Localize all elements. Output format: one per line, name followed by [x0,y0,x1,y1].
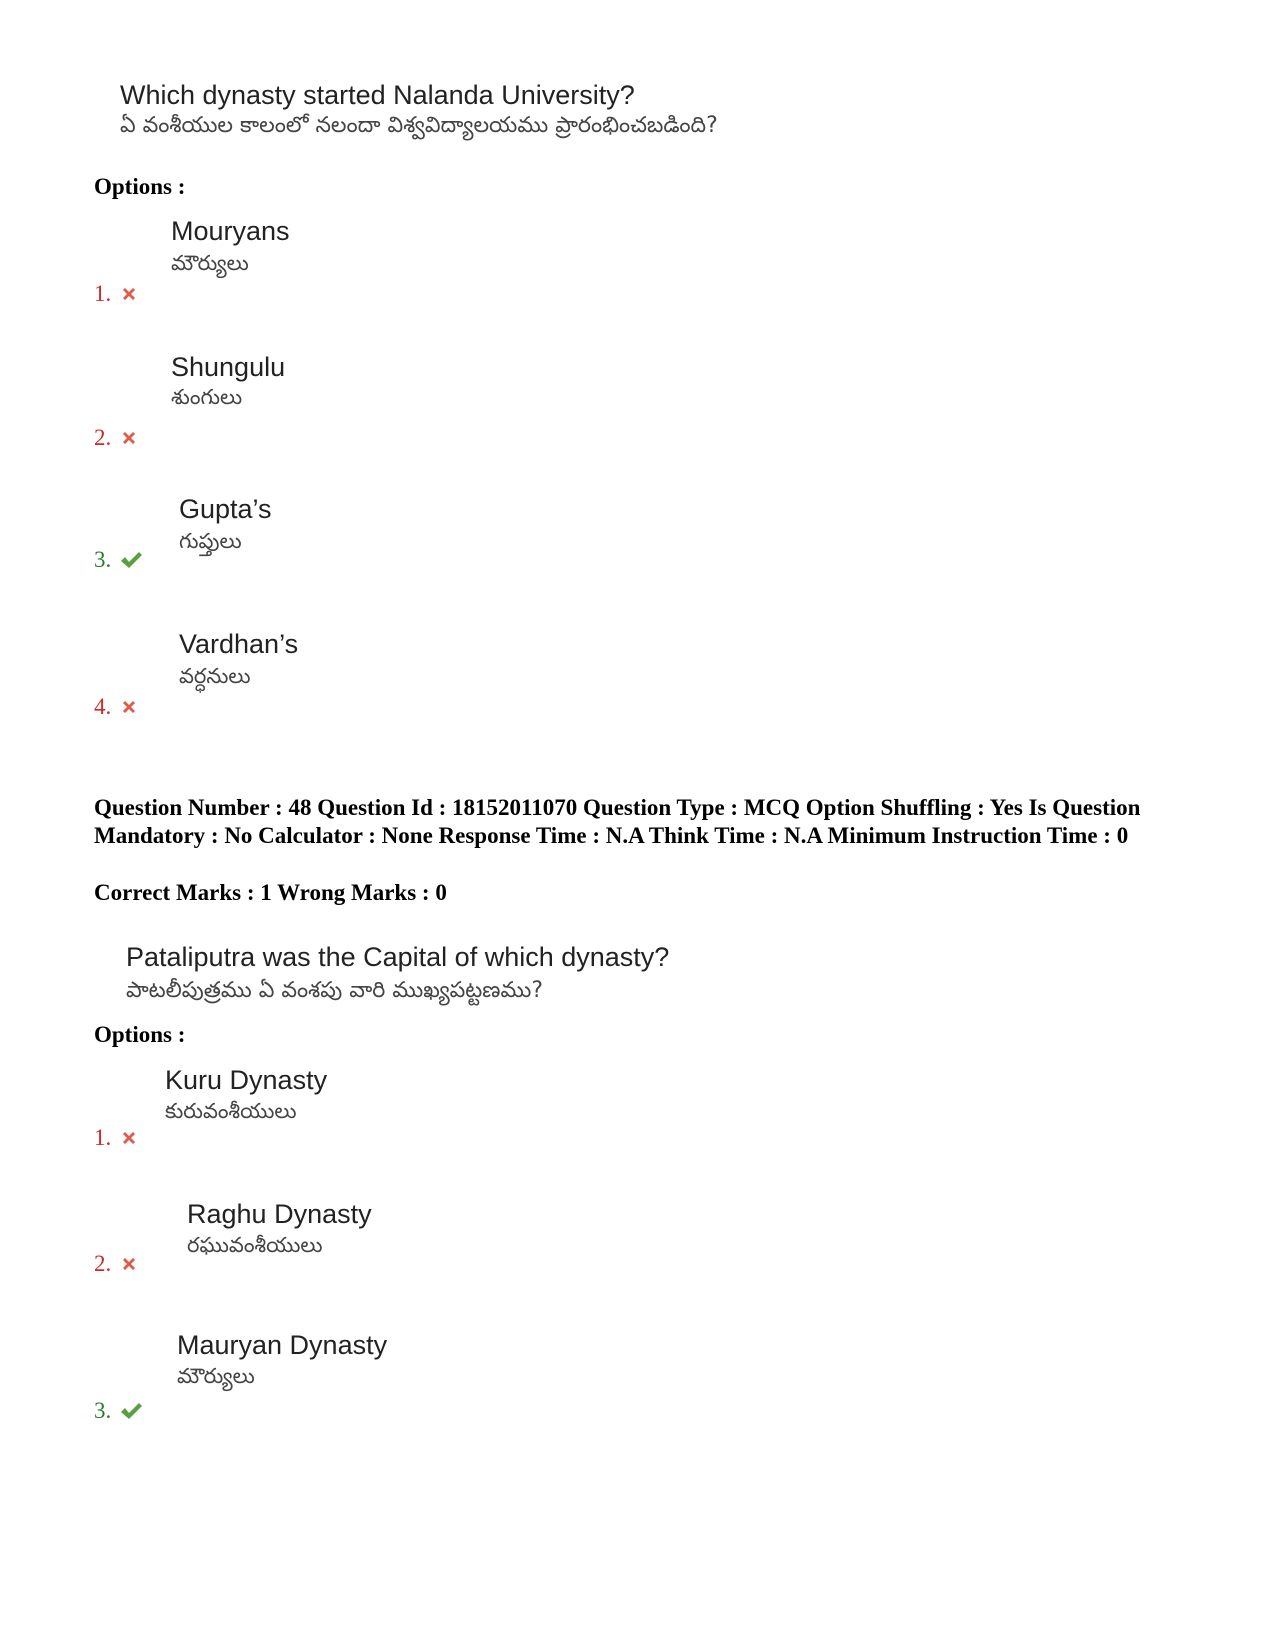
cross-icon [119,697,139,717]
option-number-label: 4. [94,694,112,719]
options-label: Options : [94,174,186,199]
option-number-label: 2. [94,1251,112,1276]
marks-line: Correct Marks : 1 Wrong Marks : 0 [94,880,447,905]
option-number [94,547,143,573]
option-text-te: మౌర్యులు [177,1364,255,1388]
option-number [94,281,139,307]
option-number [94,1398,143,1424]
option-text-te: వర్ధనులు [179,664,251,688]
option-text-en: Mouryans [171,216,290,246]
option-number-label: 3. [94,547,112,572]
option-text-te: గుప్తులు [179,529,242,553]
option-number [94,694,139,720]
option-number-label: 1. [94,281,112,306]
cross-icon [119,284,139,304]
question-48-text-en: Pataliputra was the Capital of which dynasty? [126,942,670,972]
question-47-text-en: Which dynasty started Nalanda University? [120,80,635,110]
option-text-en: Kuru Dynasty [165,1065,328,1095]
option-text-en: Mauryan Dynasty [177,1330,388,1360]
question-meta: Question Number : 48 Question Id : 18152011070 Question Type : MCQ Option Shuffling : Yes Is Question Mandatory : No Calculator : None Response Time : N.A Think Time : N.A Minimum Instruction Time : 0 [94,795,1141,848]
cross-icon [119,1128,139,1148]
option-number [94,425,139,451]
cross-icon [119,1254,139,1274]
option-number [94,1251,139,1277]
check-icon [119,1400,143,1422]
question-48-text-te: పాటలీపుత్రము ఏ వంశపు వారి ముఖ్యపట్టణము? [126,978,544,1003]
option-number-label: 1. [94,1125,112,1150]
option-text-en: Raghu Dynasty [187,1199,372,1229]
option-number [94,1125,139,1151]
cross-icon [119,428,139,448]
option-text-te: కురువంశీయులు [165,1099,297,1123]
options-label: Options : [94,1022,186,1047]
option-text-en: Shungulu [171,352,286,382]
option-number-label: 2. [94,425,112,450]
option-text-en: Vardhan’s [179,629,299,659]
option-text-en: Gupta’s [179,494,272,524]
check-icon [119,549,143,571]
option-text-te: మౌర్యులు [171,251,249,275]
option-number-label: 3. [94,1398,112,1423]
option-text-te: శుంగులు [171,385,243,409]
question-47-text-te: ఏ వంశీయుల కాలంలో నలందా విశ్వవిద్యాలయము ప్రారంభించబడింది? [120,113,718,138]
option-text-te: రఘువంశీయులు [187,1233,323,1257]
